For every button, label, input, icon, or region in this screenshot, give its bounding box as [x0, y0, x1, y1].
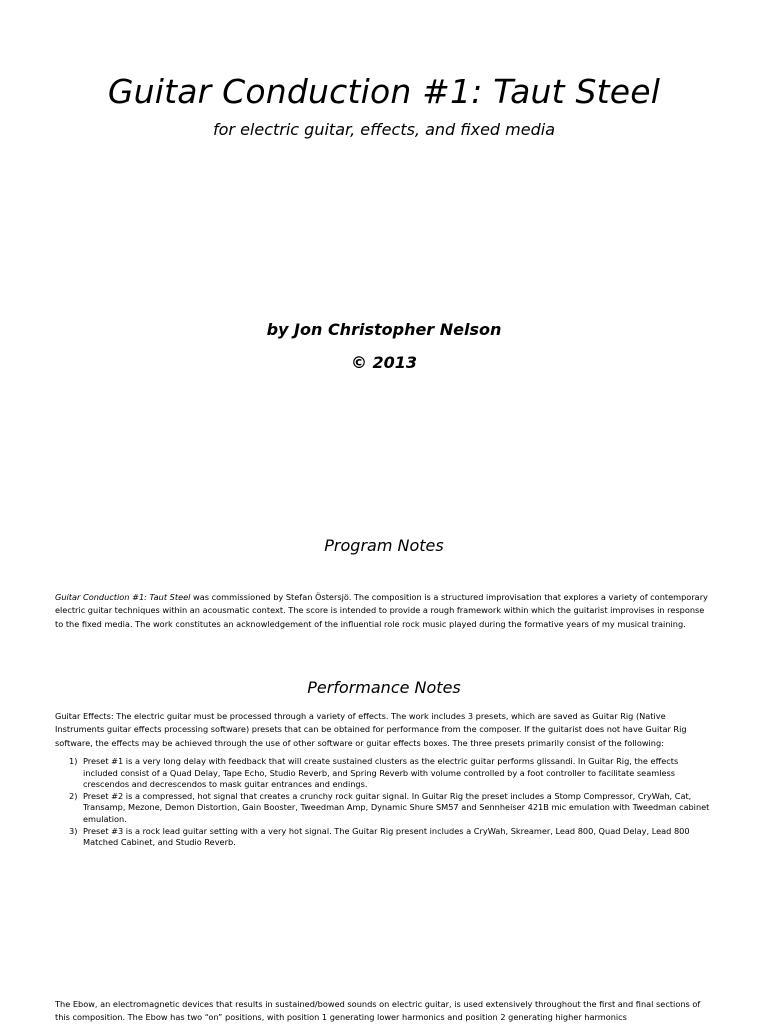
preset-list [55, 756, 715, 849]
document-subtitle: for electric guitar, effects, and fixed media [212, 120, 556, 139]
list-item-text: Preset #1 is a very long delay with feedback that will create sustained clusters as the electric guitar performs glissandi. In Guitar Rig, the effects included consist of a Quad Delay, Tape Echo, Studio Reverb, and Spring Reverb with volume controlled by a foot controller to facilitate seamless crescendos and decrescendos to mask guitar entrances and endings. [83, 756, 679, 790]
guitar-effects-paragraph: Guitar Effects: The electric guitar must be processed through a variety of effects. The work includes 3 presets, which are saved as Guitar Rig (Native Instruments guitar effects processing software) presets that can be obtained for performance from the composer. If the guitarist does not have Guitar Rig software, the effects may be achieved through the use of other software or guitar effects boxes. The three presets primarily consist of the following: [55, 711, 687, 748]
list-item [55, 791, 715, 826]
document-title: Guitar Conduction #1: Taut Steel [107, 72, 661, 111]
program-notes-paragraph [55, 591, 715, 631]
author-line: by Jon Christopher Nelson [266, 320, 502, 339]
list-item [55, 756, 715, 791]
list-item-number: 2) [69, 790, 78, 801]
copyright-line: © 2013 [350, 353, 418, 372]
program-notes-work-title: Guitar Conduction #1: Taut Steel [55, 592, 191, 602]
program-notes-body: was commissioned by Stefan Östersjö. The composition is a structured improvisation that explores a variety of contemporary electric guitar techniques within an acousmatic context. The score is intended to provide a rough framework within which the guitarist improvises in response to the fixed media. The work constitutes an acknowledgement of the influential role rock music played during the formative years of my musical training. [55, 592, 708, 629]
performance-notes-heading: Performance Notes [307, 678, 461, 697]
list-item-number: 1) [69, 756, 78, 766]
list-item-text: Preset #3 is a rock lead guitar setting with a very hot signal. The Guitar Rig present includes a CryWah, Skreamer, Lead 800, Quad Delay, Lead 800 Matched Cabinet, and Studio Reverb. [83, 825, 690, 848]
program-notes-heading: Program Notes [324, 536, 444, 555]
list-item [55, 826, 715, 849]
list-item-number: 3) [69, 825, 78, 836]
ebow-paragraph: The Ebow, an electromagnetic devices that results in sustained/bowed sounds on electric guitar, is used extensively throughout the first and final sections of this composition. The Ebow has two “on” positions, with position 1 generating lower harmonics and position 2 generating higher harmonics [55, 999, 701, 1023]
list-item-text: Preset #2 is a compressed, hot signal that creates a crunchy rock guitar signal. In Guitar Rig the preset includes a Stomp Compressor, CryWah, Cat, Transamp, Mezone, Demon Distortion, Gain Booster, Tweedman Amp, Dynamic Shure SM57 and Sennheiser 421B mic emulation with Tweedman cabinet emulation. [83, 790, 710, 824]
